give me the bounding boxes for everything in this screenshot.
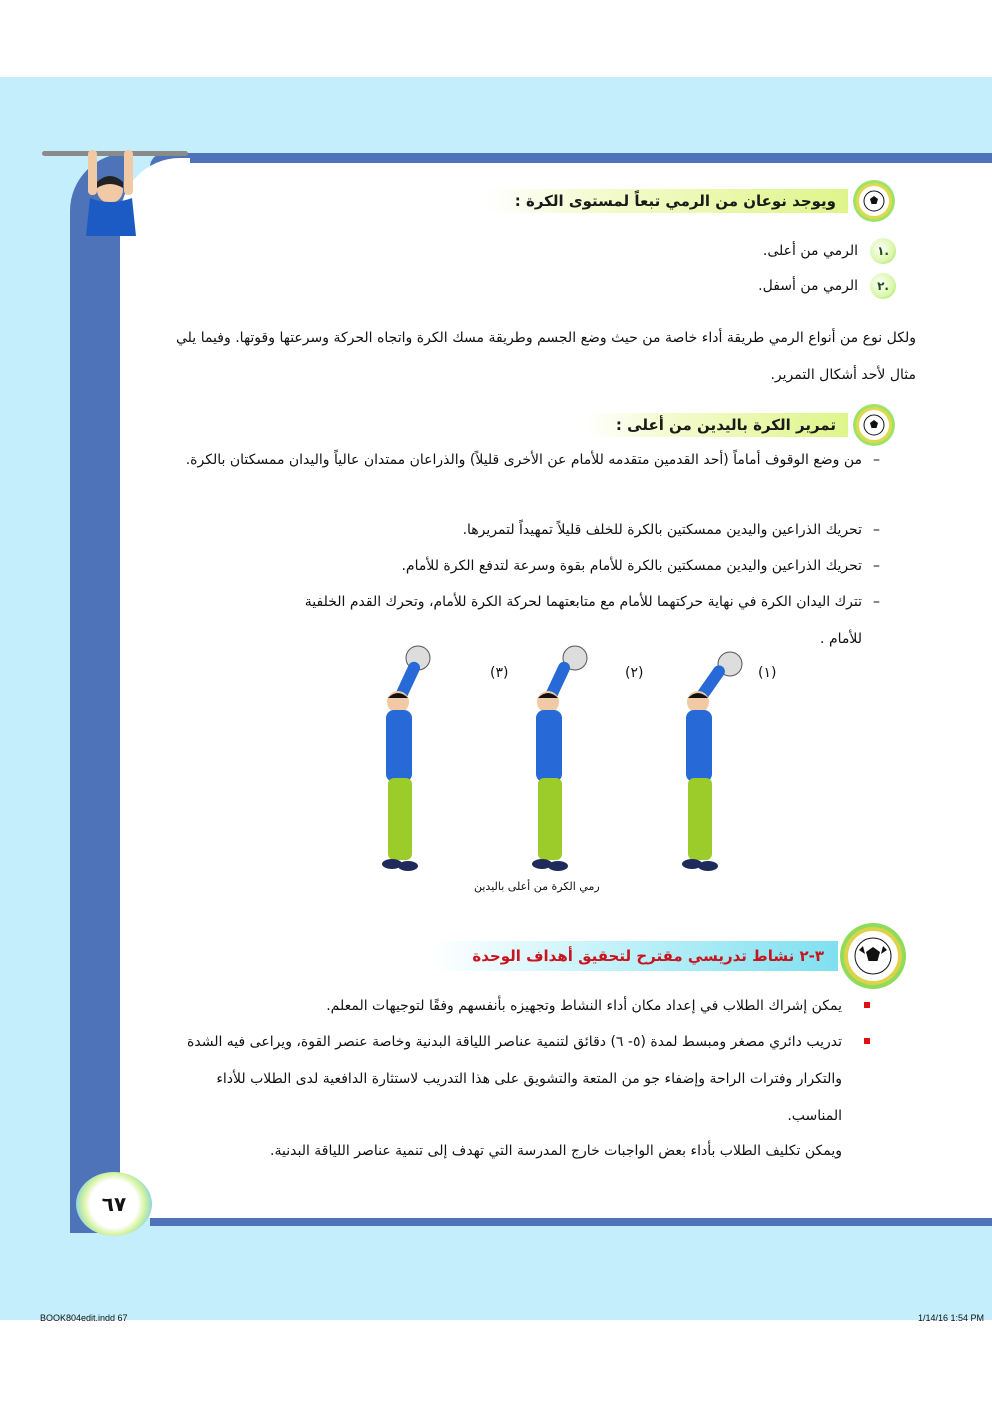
heading-text: تمرير الكرة باليدين من أعلى : xyxy=(586,413,848,437)
activity-extra: ويمكن تكليف الطلاب بأداء بعض الواجبات خارج المدرسة التي تهدف إلى تنمية عناصر اللياقة البدنية. xyxy=(270,1143,842,1159)
step-text: تترك اليدان الكرة في نهاية حركتهما للأمام مع متابعتهما لحركة الكرة للأمام، وتحرك القدم الخلفية للأمام . xyxy=(304,594,862,647)
page-number: ٦٧ xyxy=(76,1172,152,1236)
heading-text: ٣-٢ نشاط تدريسي مقترح لتحقيق أهداف الوحدة xyxy=(432,941,838,971)
red-square-bullet xyxy=(864,1038,870,1044)
dash-marker: – xyxy=(873,594,880,610)
activity-item xyxy=(162,988,842,1025)
step-text: تحريك الذراعين واليدين ممسكتين بالكرة للأمام بقوة وسرعة لتدفع الكرة للأمام. xyxy=(401,558,862,574)
throwing-figures-illustration xyxy=(370,640,790,880)
section-heading-activity xyxy=(432,930,902,982)
dash-marker: – xyxy=(873,452,880,468)
hanging-boy-illustration xyxy=(70,140,160,240)
number-badge: .١ xyxy=(870,238,896,264)
activity-item xyxy=(162,1024,842,1135)
figure-2 xyxy=(532,646,587,871)
activity-text: يمكن إشراك الطلاب في إعداد مكان أداء النشاط وتجهيزه بأنفسهم وفقًا لتوجيهات المعلم. xyxy=(326,998,842,1014)
slug-timestamp: 1/14/16 1:54 PM xyxy=(917,1313,984,1323)
step-text: من وضع الوقوف أماماً (أحد القدمين متقدمه للأمام عن الأخرى قليلاً) والذراعان ممتدان عالياً واليدان ممسكتان بالكرة. xyxy=(185,452,862,468)
list-item xyxy=(758,273,896,299)
red-square-bullet xyxy=(864,1002,870,1008)
heading-text: ويوجد نوعان من الرمي تبعاً لمستوى الكرة : xyxy=(485,189,848,213)
step-item xyxy=(142,548,880,585)
slug-filename: BOOK804edit.indd 67 xyxy=(40,1313,128,1323)
list-item-text: الرمي من أعلى. xyxy=(762,243,858,259)
frame-bottom-bar xyxy=(150,1218,992,1226)
number-badge: .٢ xyxy=(870,273,896,299)
soccer-ball-icon xyxy=(856,183,892,219)
list-item-text: الرمي من أسفل. xyxy=(758,278,858,294)
soccer-ball-icon xyxy=(844,927,902,985)
figure-3 xyxy=(382,646,430,871)
list-item xyxy=(763,238,896,264)
soccer-ball-icon xyxy=(856,407,892,443)
section-heading-overhead-pass xyxy=(586,408,892,442)
figure-caption: رمي الكرة من أعلى باليدين xyxy=(474,880,600,893)
intro-paragraph: ولكل نوع من أنواع الرمي طريقة أداء خاصة من حيث وضع الجسم وطريقة مسك الكرة واتجاه الحركة وسرعتها وقوتها. وفيما يلي مثال لأحد أشكال التمرير. xyxy=(176,330,916,383)
figure-label-2: (٢) xyxy=(625,665,644,681)
figure-label-3: (٣) xyxy=(490,665,509,681)
step-text: تحريك الذراعين واليدين ممسكتين بالكرة للخلف قليلاً تمهيداً لتمريرها. xyxy=(462,522,862,538)
figure-1 xyxy=(682,652,742,871)
step-item xyxy=(142,512,880,549)
figure-label-1: (١) xyxy=(758,665,777,681)
activity-text: تدريب دائري مصغر ومبسط لمدة (٥- ٦) دقائق لتنمية عناصر اللياقة البدنية وخاصة عنصر القوة، ويراعى فيه الشدة والتكرار وفترات الراحة وإضفاء جو من المتعة والتشويق على هذا التدريب لاستثارة الدافعية لدى الطلاب للأداء المناسب. xyxy=(187,1034,842,1124)
dash-marker: – xyxy=(873,558,880,574)
dash-marker: – xyxy=(873,522,880,538)
section-heading-throw-types xyxy=(485,184,892,218)
step-item xyxy=(142,442,880,479)
